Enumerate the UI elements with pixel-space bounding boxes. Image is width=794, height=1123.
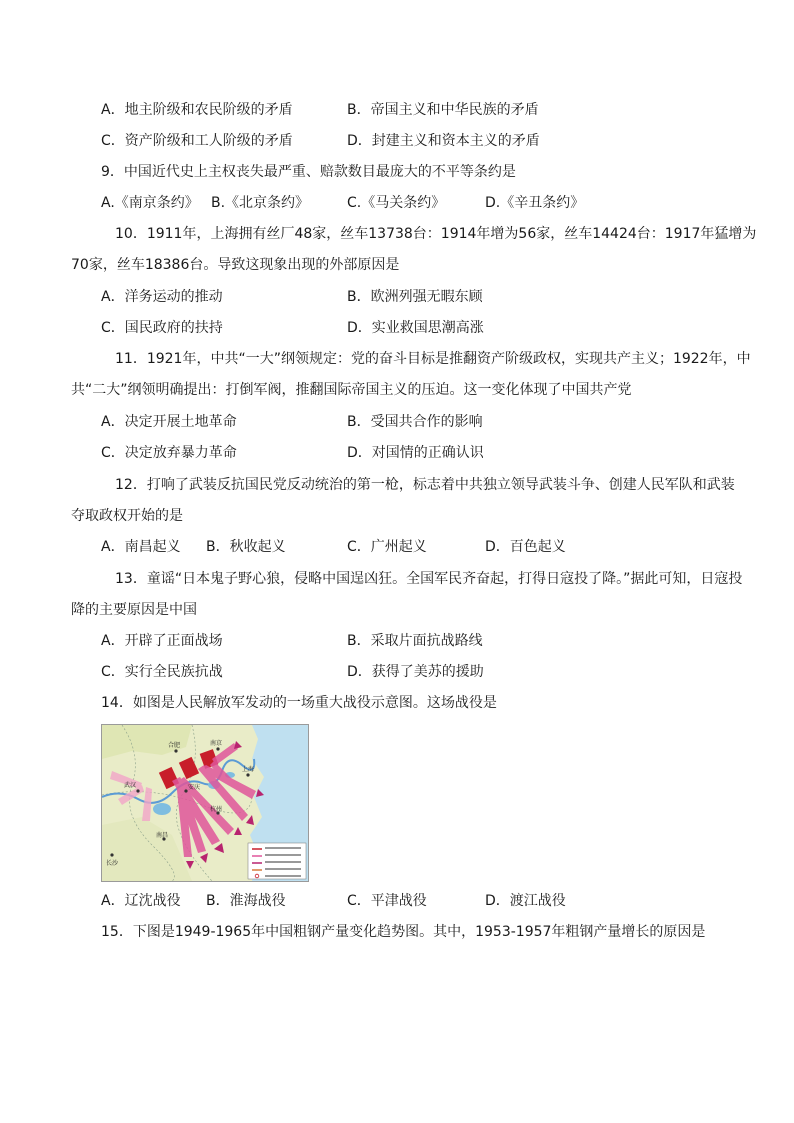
q14-stem: 14．如图是人民解放军发动的一场重大战役示意图。这场战役是 <box>101 695 497 711</box>
q15-stem: 15．下图是1949-1965年中国粗钢产量变化趋势图。其中，1953-1957年粗钢产量增长的原因是 <box>101 924 706 940</box>
q12-option-a[interactable]: A．南昌起义 <box>101 539 181 555</box>
q13-stem-line2: 降的主要原因是中国 <box>71 602 197 618</box>
q11-stem-line1: 11．1921年，中共“一大”纲领规定：党的奋斗目标是推翻资产阶级政权，实现共产主义；1922年，中 <box>115 351 751 367</box>
q8-option-c[interactable]: C．资产阶级和工人阶级的矛盾 <box>101 133 293 149</box>
q12-stem-line2: 夺取政权开始的是 <box>71 508 183 524</box>
q8-option-a[interactable]: A．地主阶级和农民阶级的矛盾 <box>101 102 293 118</box>
q11-stem-line2: 共“二大”纲领明确提出：打倒军阀，推翻国际帝国主义的压迫。这一变化体现了中国共产党 <box>71 382 632 398</box>
q10-option-b[interactable]: B．欧洲列强无暇东顾 <box>347 289 483 305</box>
q9-option-d[interactable]: D.《辛丑条约》 <box>485 195 585 211</box>
map-label-changsha: 长沙 <box>106 860 119 867</box>
q11-option-b[interactable]: B．受国共合作的影响 <box>347 414 483 430</box>
q11-option-c[interactable]: C．决定放弃暴力革命 <box>101 445 237 461</box>
q9-option-c[interactable]: C.《马关条约》 <box>347 195 446 211</box>
map-legend <box>248 843 306 879</box>
q11-option-d[interactable]: D．对国情的正确认识 <box>347 445 484 461</box>
q10-option-c[interactable]: C．国民政府的扶持 <box>101 320 223 336</box>
q11-option-a[interactable]: A．决定开展土地革命 <box>101 414 237 430</box>
q14-option-c[interactable]: C．平津战役 <box>347 893 427 909</box>
q10-option-a[interactable]: A．洋务运动的推动 <box>101 289 223 305</box>
battle-map-figure <box>101 724 309 882</box>
q12-option-d[interactable]: D．百色起义 <box>485 539 566 555</box>
map-label-anqing: 安庆 <box>188 784 201 791</box>
lake <box>153 803 171 815</box>
q9-stem: 9．中国近代史上主权丧失最严重、赔款数目最庞大的不平等条约是 <box>101 164 516 180</box>
q14-option-d[interactable]: D．渡江战役 <box>485 893 566 909</box>
map-label-nanchang: 南昌 <box>156 832 169 839</box>
q13-option-d[interactable]: D．获得了美苏的援助 <box>347 664 484 680</box>
q9-option-a[interactable]: A.《南京条约》 <box>101 195 199 211</box>
q10-option-d[interactable]: D．实业救国思潮高涨 <box>347 320 484 336</box>
map-label-shanghai: 上海 <box>242 766 255 773</box>
q10-stem-line1: 10．1911年，上海拥有丝厂48家，丝车13738台：1914年增为56家，丝车14424台：1917年猛增为 <box>115 226 757 242</box>
q8-option-b[interactable]: B．帝国主义和中华民族的矛盾 <box>347 102 539 118</box>
q12-option-c[interactable]: C．广州起义 <box>347 539 427 555</box>
q13-option-b[interactable]: B．采取片面抗战路线 <box>347 633 483 649</box>
map-label-nanjing: 南京 <box>210 740 223 747</box>
map-label-wuhan: 武汉 <box>124 782 137 789</box>
q12-option-b[interactable]: B．秋收起义 <box>206 539 286 555</box>
q9-option-b[interactable]: B.《北京条约》 <box>211 195 310 211</box>
q14-option-a[interactable]: A．辽沈战役 <box>101 893 181 909</box>
q8-option-d[interactable]: D．封建主义和资本主义的矛盾 <box>347 133 540 149</box>
q14-option-b[interactable]: B．淮海战役 <box>206 893 286 909</box>
q10-stem-line2: 70家，丝车18386台。导致这现象出现的外部原因是 <box>71 257 400 273</box>
q13-stem-line1: 13．童谣“日本鬼子野心狼，侵略中国逞凶狂。全国军民齐奋起，打得日寇投了降。”据此可知，日寇投 <box>115 571 743 587</box>
q12-stem-line1: 12．打响了武装反抗国民党反动统治的第一枪，标志着中共独立领导武装斗争、创建人民军队和武装 <box>115 477 735 493</box>
map-label-hangzhou: 杭州 <box>210 806 223 813</box>
q13-option-c[interactable]: C．实行全民族抗战 <box>101 664 223 680</box>
q13-option-a[interactable]: A．开辟了正面战场 <box>101 633 223 649</box>
map-label-hefei: 合肥 <box>168 742 181 749</box>
